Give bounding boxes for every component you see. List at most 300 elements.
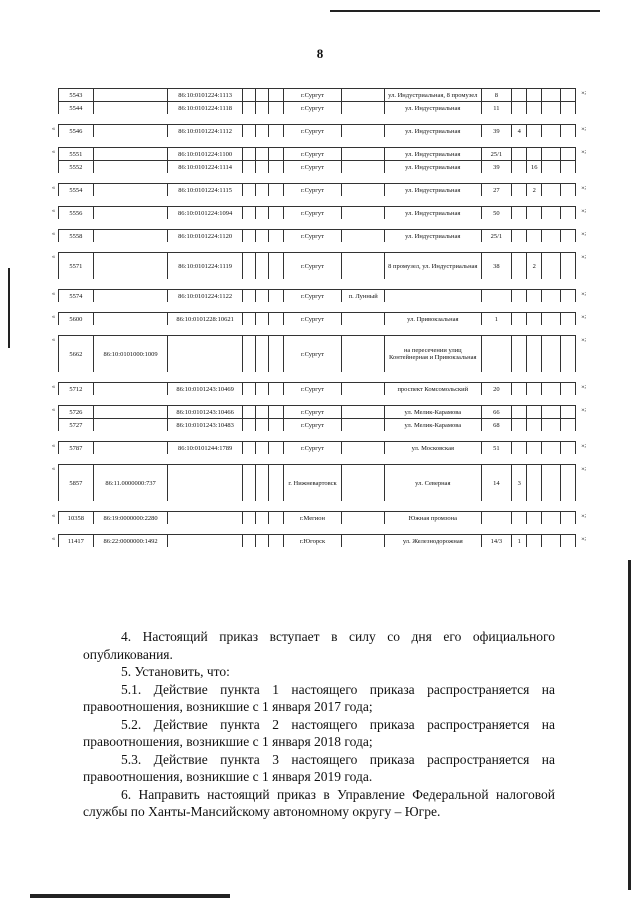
table-cell-x1 bbox=[242, 230, 255, 242]
table-cell-num: 5727 bbox=[69, 421, 83, 429]
table-cell-x2 bbox=[255, 230, 268, 242]
table-cell-house: 1 bbox=[481, 313, 512, 325]
table-row bbox=[58, 183, 576, 196]
table-cell-x2 bbox=[255, 419, 268, 431]
open-quote-mark: « bbox=[52, 337, 55, 343]
table-row bbox=[58, 312, 576, 325]
table-cell-kad1 bbox=[93, 442, 168, 454]
table-cell-x1 bbox=[242, 207, 255, 219]
table-row bbox=[58, 441, 576, 454]
order-text bbox=[83, 628, 555, 821]
table-cell-b3 bbox=[541, 102, 560, 114]
table-cell-kad2: 86:10:0101224:1122 bbox=[167, 290, 242, 302]
open-quote-mark: « bbox=[52, 185, 55, 191]
table-cell-b3 bbox=[541, 465, 560, 501]
open-quote-mark: « bbox=[52, 536, 55, 542]
close-quote-mark: »; bbox=[581, 513, 586, 519]
table-cell-house: 68 bbox=[481, 419, 512, 431]
table-cell-loc bbox=[341, 442, 384, 454]
scan-artifact-bottom bbox=[30, 894, 230, 898]
table-cell-b1 bbox=[511, 383, 526, 395]
table-cell-city: г.Сургут bbox=[283, 161, 342, 173]
table-cell-kad1 bbox=[93, 148, 168, 160]
close-quote-mark: »; bbox=[581, 536, 586, 542]
table-cell-b4 bbox=[560, 89, 575, 101]
table-cell-b2 bbox=[526, 419, 541, 431]
table-cell-x3 bbox=[268, 207, 283, 219]
table-cell-x1 bbox=[242, 148, 255, 160]
table-row bbox=[58, 206, 576, 219]
table-cell-b1 bbox=[511, 161, 526, 173]
table-cell-num: 5662 bbox=[69, 350, 83, 358]
table-cell-b4 bbox=[560, 253, 575, 279]
table-cell-num: 5712 bbox=[69, 385, 83, 393]
table-cell-street: ул. Индустриальная bbox=[384, 230, 480, 242]
table-cell-b2 bbox=[526, 465, 541, 501]
table-row bbox=[58, 252, 576, 279]
table-cell-num: 5546 bbox=[69, 127, 83, 135]
close-quote-mark: »; bbox=[581, 314, 586, 320]
table-cell-city: г.Сургут bbox=[283, 148, 342, 160]
close-quote-mark: »; bbox=[581, 185, 586, 191]
table-cell-b4 bbox=[560, 535, 575, 547]
table-cell-kad2 bbox=[167, 512, 242, 524]
table-cell-x3 bbox=[268, 253, 283, 279]
table-row bbox=[58, 382, 576, 395]
table-cell-b3 bbox=[541, 290, 560, 302]
table-cell-b1 bbox=[511, 184, 526, 196]
table-row-group bbox=[58, 88, 586, 114]
table-cell-city: г.Сургут bbox=[283, 313, 342, 325]
table-cell-b4 bbox=[560, 465, 575, 501]
table-cell-kad2: 86:10:0101224:1115 bbox=[167, 184, 242, 196]
table-cell-city: г.Сургут bbox=[283, 442, 342, 454]
open-quote-mark: « bbox=[52, 231, 55, 237]
table-cell-house: 25/1 bbox=[481, 148, 512, 160]
table-row-group bbox=[52, 183, 586, 196]
table-cell-x2 bbox=[255, 535, 268, 547]
close-quote-mark: »; bbox=[581, 407, 586, 413]
table-cell-b2: 16 bbox=[526, 161, 541, 173]
table-cell-x1 bbox=[242, 184, 255, 196]
table-cell-b3 bbox=[541, 148, 560, 160]
open-quote-mark: « bbox=[52, 254, 55, 260]
table-cell-b1 bbox=[511, 290, 526, 302]
table-cell-x2 bbox=[255, 102, 268, 114]
table-cell-house: 8 bbox=[481, 89, 512, 101]
table-cell-kad1: 86:22:0000000:1492 bbox=[93, 535, 168, 547]
table-cell-street: ул. Индустриальная, 8 промузел bbox=[384, 89, 480, 101]
table-cell-loc: п. Лунный bbox=[341, 290, 384, 302]
paragraph-5: 5. Установить, что: bbox=[121, 664, 230, 679]
table-cell-b3 bbox=[541, 125, 560, 137]
table-cell-loc bbox=[341, 102, 384, 114]
table-cell-street: ул. Московская bbox=[384, 442, 480, 454]
table-cell-loc bbox=[341, 336, 384, 372]
table-cell-house: 14/3 bbox=[481, 535, 512, 547]
table-cell-b4 bbox=[560, 383, 575, 395]
table-cell-x1 bbox=[242, 442, 255, 454]
table-cell-loc bbox=[341, 465, 384, 501]
table-row-group bbox=[52, 335, 586, 372]
table-cell-house: 51 bbox=[481, 442, 512, 454]
table-cell-b2 bbox=[526, 383, 541, 395]
table-cell-b1 bbox=[511, 512, 526, 524]
table-cell-kad2: 86:10:0101228:10621 bbox=[167, 313, 242, 325]
table-cell-loc bbox=[341, 406, 384, 418]
table-cell-b3 bbox=[541, 161, 560, 173]
table-cell-num: 5544 bbox=[69, 104, 83, 112]
table-cell-num: 5574 bbox=[69, 292, 83, 300]
table-cell-x3 bbox=[268, 442, 283, 454]
table-cell-loc bbox=[341, 419, 384, 431]
table-cell-house: 14 bbox=[481, 465, 512, 501]
table-cell-kad2 bbox=[167, 535, 242, 547]
close-quote-mark: »; bbox=[581, 90, 586, 96]
table-cell-b2 bbox=[526, 102, 541, 114]
table-cell-x1 bbox=[242, 383, 255, 395]
scan-artifact-top bbox=[330, 10, 600, 12]
table-cell-x2 bbox=[255, 313, 268, 325]
table-cell-city: г.Сургут bbox=[283, 253, 342, 279]
table-row bbox=[58, 335, 576, 372]
table-cell-loc bbox=[341, 512, 384, 524]
table-cell-b4 bbox=[560, 125, 575, 137]
table-cell-x3 bbox=[268, 419, 283, 431]
table-cell-x3 bbox=[268, 230, 283, 242]
table-cell-house bbox=[481, 290, 512, 302]
table-cell-house: 25/1 bbox=[481, 230, 512, 242]
table-cell-kad1 bbox=[93, 89, 168, 101]
table-row-group bbox=[52, 206, 586, 219]
table-cell-b2 bbox=[526, 336, 541, 372]
table-cell-kad1 bbox=[93, 419, 168, 431]
table-cell-street: на пересечении улиц Контейнерная и Привокзальная bbox=[384, 336, 480, 372]
table-cell-city: г.Мегион bbox=[283, 512, 342, 524]
table-cell-city: г.Сургут bbox=[283, 102, 342, 114]
table-cell-b4 bbox=[560, 161, 575, 173]
table-cell-x3 bbox=[268, 102, 283, 114]
table-row-group bbox=[52, 441, 586, 454]
table-cell-city: г.Сургут bbox=[283, 336, 342, 372]
table-cell-street: ул. Индустриальная bbox=[384, 125, 480, 137]
table-row-group bbox=[52, 229, 586, 242]
table-cell-x1 bbox=[242, 419, 255, 431]
table-cell-kad1 bbox=[93, 161, 168, 173]
table-cell-x1 bbox=[242, 313, 255, 325]
table-cell-street: проспект Комсомольский bbox=[384, 383, 480, 395]
table-row bbox=[58, 289, 576, 302]
close-quote-mark: »; bbox=[581, 291, 586, 297]
table-cell-b2 bbox=[526, 230, 541, 242]
table-cell-kad2: 86:10:0101224:1112 bbox=[167, 125, 242, 137]
table-cell-num: 5543 bbox=[69, 91, 83, 99]
table-cell-city: г.Сургут bbox=[283, 383, 342, 395]
table-row bbox=[58, 229, 576, 242]
table-cell-num: 5787 bbox=[69, 444, 83, 452]
table-cell-street: ул. Северная bbox=[384, 465, 480, 501]
table-cell-b1 bbox=[511, 102, 526, 114]
table-cell-street: ул. Железнодорожная bbox=[384, 535, 480, 547]
table-cell-b2 bbox=[526, 125, 541, 137]
table-cell-x2 bbox=[255, 161, 268, 173]
table-cell-x1 bbox=[242, 125, 255, 137]
table-cell-x1 bbox=[242, 290, 255, 302]
table-cell-city: г.Сургут bbox=[283, 290, 342, 302]
open-quote-mark: « bbox=[52, 291, 55, 297]
table-cell-b3 bbox=[541, 419, 560, 431]
table-cell-b2 bbox=[526, 313, 541, 325]
close-quote-mark: »; bbox=[581, 443, 586, 449]
table-cell-b4 bbox=[560, 102, 575, 114]
table-cell-house bbox=[481, 512, 512, 524]
table-cell-city: г.Сургут bbox=[283, 230, 342, 242]
table-cell-b4 bbox=[560, 230, 575, 242]
page-number: 8 bbox=[316, 46, 324, 61]
table-cell-loc bbox=[341, 161, 384, 173]
table-cell-x1 bbox=[242, 406, 255, 418]
table-cell-kad2: 86:10:0101224:1118 bbox=[167, 102, 242, 114]
table-cell-b2 bbox=[526, 406, 541, 418]
table-cell-b1 bbox=[511, 442, 526, 454]
table-cell-num: 10358 bbox=[67, 514, 85, 522]
table-cell-kad2: 86:10:0101224:1113 bbox=[167, 89, 242, 101]
table-cell-x2 bbox=[255, 336, 268, 372]
table-cell-b4 bbox=[560, 184, 575, 196]
table-cell-kad2: 86:10:0101224:1120 bbox=[167, 230, 242, 242]
open-quote-mark: « bbox=[52, 149, 55, 155]
table-cell-b3 bbox=[541, 336, 560, 372]
table-cell-num: 11417 bbox=[67, 537, 84, 545]
table-cell-b4 bbox=[560, 442, 575, 454]
paragraph-5-2: 5.2. Действие пункта 2 настоящего приказа распространяется на правоотношения, возникшие с 1 января 2018 года; bbox=[83, 716, 555, 749]
table-cell-b1 bbox=[511, 230, 526, 242]
table-cell-num: 5558 bbox=[69, 232, 83, 240]
table-row-group bbox=[52, 124, 586, 137]
table-cell-x3 bbox=[268, 125, 283, 137]
table-row-group bbox=[52, 147, 586, 173]
table-cell-b1: 1 bbox=[511, 535, 526, 547]
open-quote-mark: « bbox=[52, 407, 55, 413]
table-row bbox=[58, 464, 576, 501]
table-cell-b4 bbox=[560, 148, 575, 160]
table-cell-street: ул. Индустриальная bbox=[384, 102, 480, 114]
table-cell-house: 39 bbox=[481, 125, 512, 137]
table-cell-b2: 2 bbox=[526, 184, 541, 196]
table-cell-house: 11 bbox=[481, 102, 512, 114]
table-cell-x3 bbox=[268, 465, 283, 501]
table-row bbox=[58, 534, 576, 547]
close-quote-mark: »; bbox=[581, 231, 586, 237]
table-cell-house: 50 bbox=[481, 207, 512, 219]
table-cell-loc bbox=[341, 253, 384, 279]
table-cell-num: 5726 bbox=[69, 408, 83, 416]
table-cell-b2: 2 bbox=[526, 253, 541, 279]
table-cell-city: г.Сургут bbox=[283, 89, 342, 101]
table-cell-num: 5554 bbox=[69, 186, 83, 194]
table-cell-kad2: 86:10:0101243:10469 bbox=[167, 383, 242, 395]
table-cell-x2 bbox=[255, 290, 268, 302]
table-cell-x3 bbox=[268, 148, 283, 160]
table-cell-city: г. Нижневартовск bbox=[283, 465, 342, 501]
table-cell-b2 bbox=[526, 442, 541, 454]
table-cell-b3 bbox=[541, 207, 560, 219]
table-cell-b3 bbox=[541, 383, 560, 395]
table-cell-b1 bbox=[511, 336, 526, 372]
table-cell-b2 bbox=[526, 290, 541, 302]
table-cell-x3 bbox=[268, 406, 283, 418]
table-row bbox=[58, 88, 576, 101]
table-cell-street: ул. Индустриальная bbox=[384, 207, 480, 219]
table-cell-kad1 bbox=[93, 253, 168, 279]
table-cell-x1 bbox=[242, 512, 255, 524]
table-cell-x2 bbox=[255, 207, 268, 219]
table-cell-kad2: 86:10:0101243:10466 bbox=[167, 406, 242, 418]
open-quote-mark: « bbox=[52, 126, 55, 132]
table-cell-b2 bbox=[526, 535, 541, 547]
table-cell-x3 bbox=[268, 89, 283, 101]
table-cell-x1 bbox=[242, 102, 255, 114]
table-cell-kad2: 86:10:0101224:1114 bbox=[167, 161, 242, 173]
table-cell-x3 bbox=[268, 336, 283, 372]
table-cell-city: г.Сургут bbox=[283, 406, 342, 418]
table-row bbox=[58, 160, 576, 173]
paragraph-4: 4. Настоящий приказ вступает в силу со дня его официального опубликования. bbox=[83, 629, 555, 662]
close-quote-mark: »; bbox=[581, 149, 586, 155]
table-cell-b3 bbox=[541, 406, 560, 418]
table-cell-street: ул. Индустриальная bbox=[384, 184, 480, 196]
table-cell-x2 bbox=[255, 465, 268, 501]
table-cell-kad1 bbox=[93, 125, 168, 137]
table-cell-loc bbox=[341, 207, 384, 219]
table-cell-b4 bbox=[560, 406, 575, 418]
registry-table bbox=[52, 88, 586, 557]
table-cell-x2 bbox=[255, 406, 268, 418]
table-cell-b1: 4 bbox=[511, 125, 526, 137]
table-row bbox=[58, 511, 576, 524]
table-row-group bbox=[52, 534, 586, 547]
table-cell-kad1 bbox=[93, 230, 168, 242]
table-row bbox=[58, 101, 576, 114]
table-cell-num: 5556 bbox=[69, 209, 83, 217]
table-row bbox=[58, 124, 576, 137]
table-cell-b4 bbox=[560, 336, 575, 372]
table-cell-house: 39 bbox=[481, 161, 512, 173]
table-cell-kad2: 86:10:0101243:10483 bbox=[167, 419, 242, 431]
table-row-group bbox=[52, 289, 586, 302]
table-cell-x2 bbox=[255, 184, 268, 196]
table-cell-kad1 bbox=[93, 406, 168, 418]
table-cell-b3 bbox=[541, 89, 560, 101]
table-cell-x3 bbox=[268, 512, 283, 524]
table-cell-x1 bbox=[242, 253, 255, 279]
table-cell-b1 bbox=[511, 313, 526, 325]
table-cell-b2 bbox=[526, 512, 541, 524]
table-cell-x1 bbox=[242, 535, 255, 547]
table-cell-loc bbox=[341, 230, 384, 242]
table-cell-loc bbox=[341, 184, 384, 196]
table-cell-b4 bbox=[560, 290, 575, 302]
table-cell-x1 bbox=[242, 161, 255, 173]
open-quote-mark: « bbox=[52, 443, 55, 449]
table-cell-kad2: 86:10:0101224:1094 bbox=[167, 207, 242, 219]
table-cell-b1 bbox=[511, 253, 526, 279]
open-quote-mark: « bbox=[52, 466, 55, 472]
table-cell-x3 bbox=[268, 161, 283, 173]
table-cell-x3 bbox=[268, 383, 283, 395]
table-cell-x1 bbox=[242, 336, 255, 372]
table-cell-b3 bbox=[541, 253, 560, 279]
table-cell-b1: 3 bbox=[511, 465, 526, 501]
table-cell-b4 bbox=[560, 313, 575, 325]
table-cell-house: 66 bbox=[481, 406, 512, 418]
table-cell-b3 bbox=[541, 512, 560, 524]
table-row-group bbox=[52, 464, 586, 501]
table-cell-x2 bbox=[255, 125, 268, 137]
open-quote-mark: « bbox=[52, 384, 55, 390]
table-cell-house: 38 bbox=[481, 253, 512, 279]
table-cell-house: 20 bbox=[481, 383, 512, 395]
table-cell-x2 bbox=[255, 442, 268, 454]
close-quote-mark: »; bbox=[581, 466, 586, 472]
scan-artifact-left bbox=[8, 268, 10, 348]
table-cell-street: ул. Индустриальная bbox=[384, 161, 480, 173]
open-quote-mark: « bbox=[52, 208, 55, 214]
table-cell-city: г.Сургут bbox=[283, 184, 342, 196]
close-quote-mark: »; bbox=[581, 337, 586, 343]
table-cell-street: 8 промузел, ул. Индустриальная bbox=[384, 253, 480, 279]
table-cell-street: ул. Мелик-Карамова bbox=[384, 419, 480, 431]
table-cell-kad1: 86:11.0000000:737 bbox=[93, 465, 168, 501]
table-cell-street: Южная промзона bbox=[384, 512, 480, 524]
table-cell-kad1 bbox=[93, 383, 168, 395]
table-cell-b3 bbox=[541, 535, 560, 547]
table-cell-x1 bbox=[242, 89, 255, 101]
table-cell-x2 bbox=[255, 148, 268, 160]
table-cell-loc bbox=[341, 535, 384, 547]
paragraph-5-3: 5.3. Действие пункта 3 настоящего приказа распространяется на правоотношения, возникшие с 1 января 2019 года. bbox=[83, 751, 555, 784]
close-quote-mark: »; bbox=[581, 384, 586, 390]
open-quote-mark: « bbox=[52, 513, 55, 519]
table-cell-num: 5600 bbox=[69, 315, 83, 323]
table-cell-street bbox=[384, 290, 480, 302]
table-cell-kad2: 86:10:0101224:1119 bbox=[167, 253, 242, 279]
table-cell-x2 bbox=[255, 89, 268, 101]
table-row bbox=[58, 418, 576, 431]
table-row-group bbox=[52, 252, 586, 279]
table-cell-b1 bbox=[511, 406, 526, 418]
table-cell-x3 bbox=[268, 290, 283, 302]
table-cell-kad1 bbox=[93, 313, 168, 325]
table-row-group bbox=[52, 382, 586, 395]
table-cell-house bbox=[481, 336, 512, 372]
table-cell-kad1: 86:10:0101000:1009 bbox=[93, 336, 168, 372]
table-cell-x3 bbox=[268, 535, 283, 547]
table-cell-city: г.Сургут bbox=[283, 207, 342, 219]
table-cell-loc bbox=[341, 313, 384, 325]
table-cell-num: 5571 bbox=[69, 262, 83, 270]
table-cell-b1 bbox=[511, 89, 526, 101]
scan-artifact-right bbox=[628, 560, 631, 890]
table-cell-x1 bbox=[242, 465, 255, 501]
table-cell-kad1 bbox=[93, 207, 168, 219]
table-cell-num: 5552 bbox=[69, 163, 83, 171]
table-cell-b3 bbox=[541, 442, 560, 454]
table-cell-kad1 bbox=[93, 290, 168, 302]
table-cell-b1 bbox=[511, 207, 526, 219]
table-cell-b3 bbox=[541, 184, 560, 196]
table-cell-city: г.Сургут bbox=[283, 419, 342, 431]
